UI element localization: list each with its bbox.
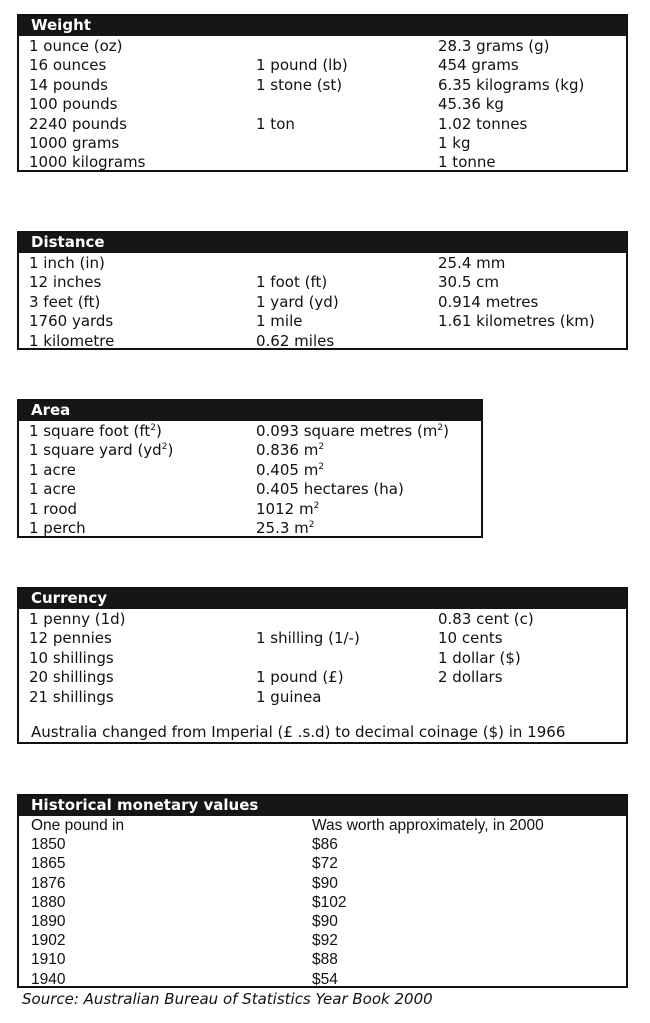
area-cell: 1012 $m^2$ [256,499,320,518]
area-cell: 1 square foot $(ft^2)$ [29,422,162,440]
area-cell: 0.405 $m^2$ [256,460,325,479]
weight-cell: 16 ounces [29,56,107,75]
distance-table [17,231,628,350]
historical-value: $72 [312,855,338,873]
weight-row [19,153,626,172]
distance-row [19,332,626,351]
distance-cell: 30.5 cm [438,273,500,292]
historical-row [19,931,626,950]
distance-cell: 0.914 metres [438,292,539,311]
historical-year: 1902 [31,932,66,950]
area-cell: 25.3 $m^2$ [256,518,315,537]
historical-year: 1890 [31,912,66,930]
weight-row [19,37,626,56]
distance-cell: 0.62 miles [256,331,335,350]
area-cell: 1 square yard $(yd^2)$ [29,441,174,460]
currency-cell: 1 dollar ($) [438,648,521,667]
weight-cell: 28.3 grams (g) [438,37,550,55]
weight-cell: 1 ton [256,114,295,133]
historical-value: $92 [312,932,338,950]
weight-cell: 1 ounce (oz) [29,37,123,55]
distance-cell: 1 foot (ft) [256,273,328,292]
weight-row [19,76,626,95]
currency-cell: 10 shillings [29,648,114,667]
weight-cell: 100 pounds [29,95,118,114]
currency-row [19,668,626,687]
distance-cell: 1760 yards [29,312,114,331]
distance-cell: 3 feet (ft) [29,292,101,311]
currency-cell: 12 pennies [29,629,112,648]
weight-cell: 1 stone (st) [256,75,343,94]
historical-row [19,970,626,989]
historical-value: $88 [312,951,338,969]
historical-year: 1850 [31,836,66,854]
currency-cell: 1 shilling (1/-) [256,629,360,648]
weight-cell: 1000 grams [29,133,120,152]
historical-row [19,893,626,912]
area-row [19,422,481,441]
distance-row [19,254,626,273]
currency-row [19,649,626,668]
currency-row [19,629,626,648]
weight-cell: 6.35 kilograms (kg) [438,75,585,94]
area-cell: 1 rood [29,499,78,518]
currency-cell: 0.83 cent (c) [438,610,534,628]
historical-value: $86 [312,836,338,854]
area-row [19,461,481,480]
weight-cell: 14 pounds [29,75,108,94]
historical-value: $90 [312,912,338,930]
weight-cell: 1 tonne [438,153,496,172]
historical-title: Historical monetary values [19,796,626,816]
distance-cell: 1.61 kilometres (km) [438,312,595,331]
currency-note: Australia changed from Imperial (£ .s.d) to decimal coinage ($) in 1966 [31,723,566,741]
historical-row [19,854,626,873]
weight-cell: 1.02 tonnes [438,114,528,133]
area-title: Area [19,401,481,421]
distance-cell: 1 mile [256,312,303,331]
weight-cell: 2240 pounds [29,114,127,133]
area-cell: 1 acre [29,460,76,479]
historical-year: 1876 [31,874,66,892]
distance-title: Distance [19,233,626,253]
currency-cell: 1 pound (£) [256,668,344,687]
weight-row [19,134,626,153]
distance-row [19,293,626,312]
weight-row [19,56,626,75]
distance-cell: 1 inch (in) [29,254,105,272]
historical-row [19,874,626,893]
currency-table [17,587,628,744]
weight-cell: 454 grams [438,56,519,75]
area-cell: 1 acre [29,480,76,499]
historical-table [17,794,628,988]
currency-cell: 20 shillings [29,668,114,687]
area-cell: 0.405 hectares (ha) [256,480,404,499]
historical-row [19,835,626,854]
distance-cell: 12 inches [29,273,102,292]
area-row [19,500,481,519]
distance-row [19,312,626,331]
currency-cell: 2 dollars [438,668,503,687]
area-cell: 1 perch [29,518,86,537]
area-row [19,480,481,499]
currency-cell: 1 penny (1d) [29,610,126,628]
currency-title: Currency [19,589,626,609]
weight-row [19,115,626,134]
weight-cell: 45.36 kg [438,95,504,114]
historical-year: 1880 [31,893,66,911]
currency-cell: 10 cents [438,629,503,648]
area-cell: 0.836 $m^2$ [256,441,325,460]
weight-cell: 1 kg [438,133,471,152]
historical-year: 1865 [31,855,66,873]
distance-cell: 25.4 mm [438,254,506,272]
historical-row [19,950,626,969]
currency-row [19,688,626,707]
historical-year: 1940 [31,970,66,988]
historical-row [19,912,626,931]
area-row [19,441,481,460]
area-row [19,519,481,538]
historical-year: 1910 [31,951,66,969]
area-table [17,399,483,538]
historical-col1-header: One pound in [31,817,125,834]
weight-title: Weight [19,16,626,36]
currency-cell: 21 shillings [29,687,114,706]
historical-value: $90 [312,874,338,892]
historical-value: $102 [312,893,347,911]
currency-cell: 1 guinea [256,687,322,706]
historical-header-row [19,816,626,835]
weight-cell: 1 pound (lb) [256,56,348,75]
currency-row [19,610,626,629]
distance-row [19,273,626,292]
distance-cell: 1 yard (yd) [256,292,339,311]
weight-table [17,14,628,172]
historical-col2-header: Was worth approximately, in 2000 [312,817,544,834]
area-cell: 0.093 square metres $(m^2)$ [256,422,450,440]
source-citation: Source: Australian Bureau of Statistics Year Book 2000 [22,990,433,1008]
weight-row [19,95,626,114]
distance-cell: 1 kilometre [29,331,115,350]
historical-value: $54 [312,970,338,988]
weight-cell: 1000 kilograms [29,153,146,172]
